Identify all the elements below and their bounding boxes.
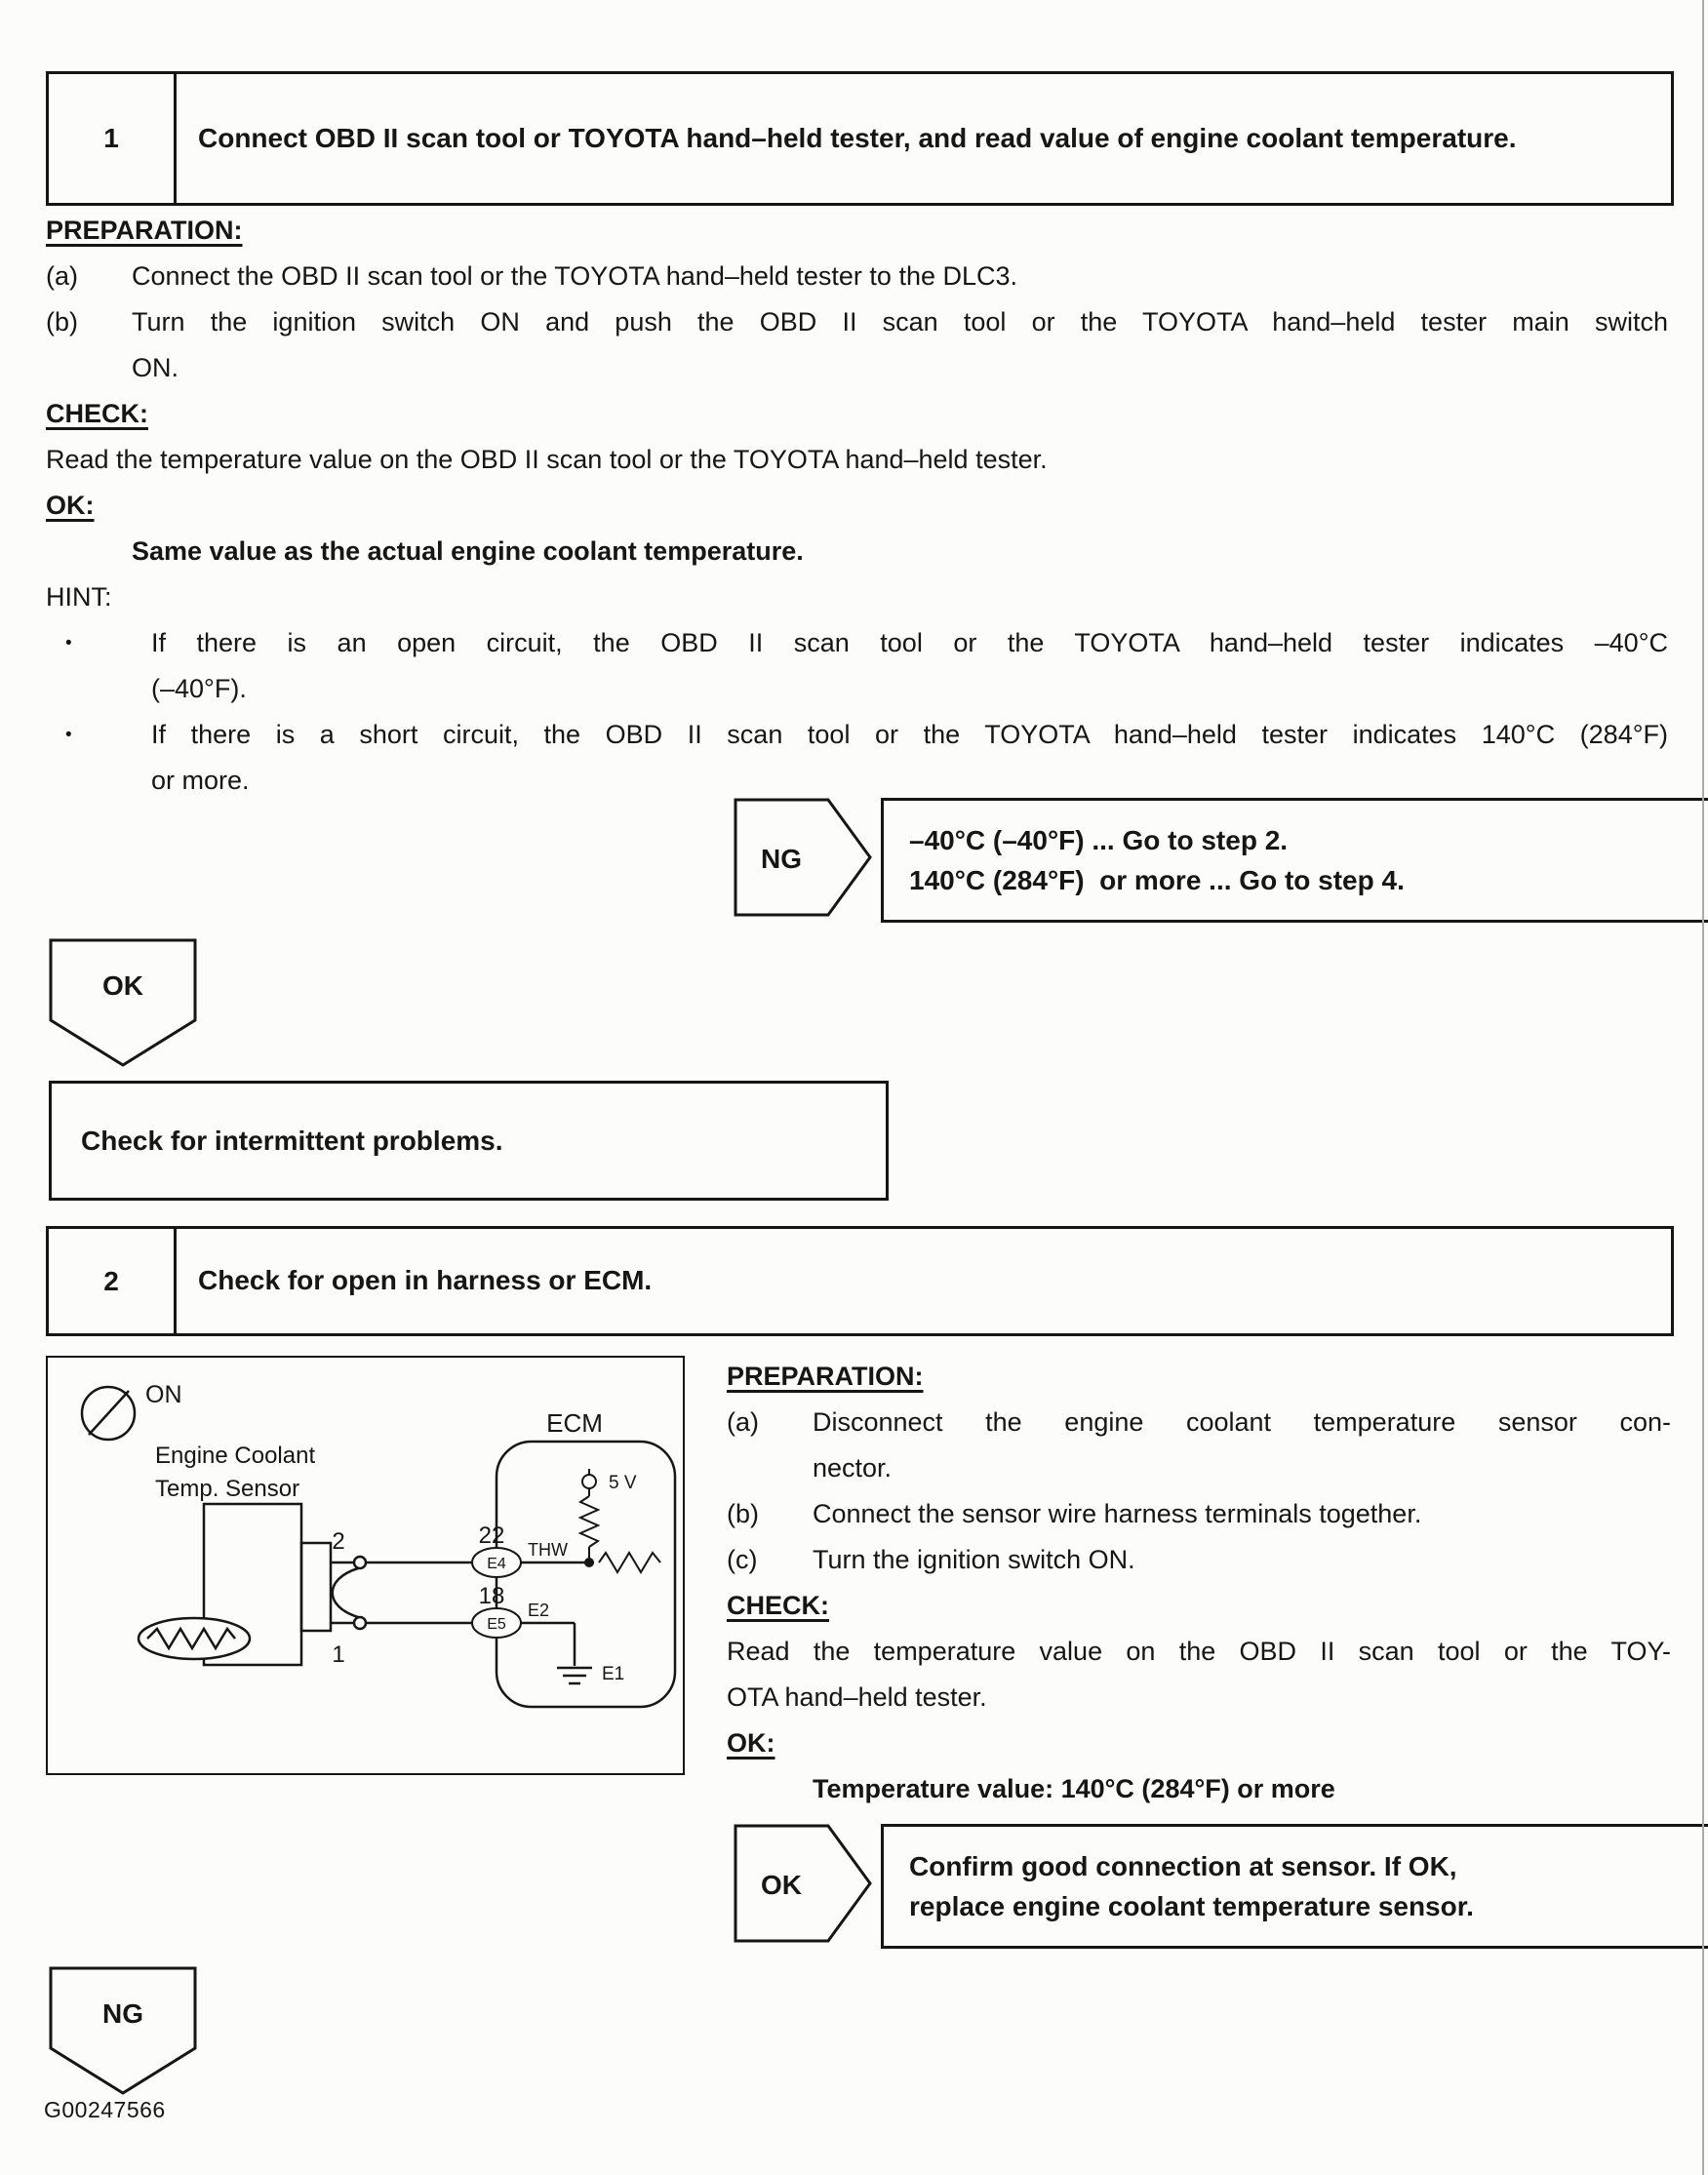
circuit-diagram-box — [46, 1356, 685, 1775]
circuit-diagram — [48, 1358, 679, 1769]
e2-pin-label: E2 — [528, 1601, 550, 1620]
preparation-heading: PREPARATION: — [46, 216, 243, 245]
ng-result-box — [881, 798, 1708, 923]
step-1-title: Connect OBD II scan tool or TOYOTA hand–held tester, and read value of engine coolant temperature. — [198, 122, 1517, 153]
ok-pentagon-shape — [49, 938, 197, 1067]
figure-id: G00247566 — [44, 2097, 166, 2122]
result-line: –40°C (–40°F) ... Go to step 2. — [909, 825, 1289, 855]
coolant-sensor-symbol — [139, 1504, 331, 1665]
ground-pin-label: E1 — [602, 1664, 625, 1684]
supply-voltage-label: 5 V — [609, 1473, 637, 1493]
step-1-header — [46, 71, 1674, 206]
item-text: Connect the sensor wire harness terminals together. — [813, 1499, 1422, 1528]
hint-heading: HINT: — [46, 582, 112, 612]
ok-criteria: Temperature value: 140°C (284°F) or more — [813, 1774, 1335, 1803]
ok-result-box — [881, 1824, 1708, 1949]
ok-criteria: Same value as the actual engine coolant temperature. — [132, 536, 804, 566]
result-line: 140°C (284°F) or more ... Go to step 4. — [909, 865, 1405, 895]
step-2-header — [46, 1226, 1674, 1336]
thw-signal-label: THW — [528, 1540, 568, 1560]
ok-label: OK — [102, 970, 143, 1001]
check-text — [727, 1629, 1671, 1720]
scan-edge-artifact — [1702, 0, 1704, 2175]
text-line: ON. — [132, 353, 179, 382]
ng-connector-step2 — [49, 1966, 197, 2100]
check-heading: CHECK: — [46, 399, 148, 428]
step-1-instructions — [46, 208, 1668, 804]
ng-branch-step1 — [734, 798, 1708, 923]
intermittent-box — [49, 1081, 889, 1201]
terminal-1-label: 1 — [332, 1641, 345, 1668]
hint-item-1 — [46, 620, 1668, 712]
connector-e4-label: E4 — [487, 1556, 506, 1572]
intermittent-text: Check for intermittent problems. — [81, 1125, 503, 1156]
connector-e5-label: E5 — [487, 1616, 506, 1633]
bullet-icon: • — [65, 725, 72, 745]
prep-item-a — [46, 254, 1668, 299]
bullet-icon: • — [65, 633, 72, 653]
prep-item-c — [727, 1537, 1671, 1583]
ground-symbol — [557, 1668, 592, 1683]
item-marker: (c) — [727, 1545, 758, 1574]
text-line: Disconnect the engine coolant temperature sensor con- — [813, 1407, 1671, 1437]
item-text: Connect the OBD II scan tool or the TOYOTA hand–held tester to the DLC3. — [132, 261, 1018, 291]
ng-label: NG — [102, 1998, 143, 2029]
result-line: replace engine coolant temperature sensor. — [909, 1891, 1474, 1921]
wiring — [331, 1557, 594, 1666]
preparation-heading: PREPARATION: — [727, 1362, 924, 1391]
item-text — [151, 620, 1668, 712]
prep-item-b — [46, 299, 1668, 391]
ng-arrow-shape — [734, 798, 872, 917]
item-text — [813, 1400, 1671, 1491]
item-text — [151, 712, 1668, 804]
ignition-state-label: ON — [145, 1381, 182, 1408]
ng-pentagon-shape — [49, 1966, 197, 2095]
text-line: or more. — [151, 766, 250, 795]
sensor-label-line1: Engine Coolant — [155, 1443, 316, 1469]
check-heading: CHECK: — [727, 1591, 829, 1620]
text-line: If there is a short circuit, the OBD II scan tool or the TOYOTA hand–held tester indicates 140°C (284°F) — [151, 720, 1668, 749]
result-line: Confirm good connection at sensor. If OK, — [909, 1851, 1457, 1881]
pin-22-label: 22 — [478, 1522, 505, 1549]
terminal-2-label: 2 — [332, 1528, 345, 1555]
item-text — [132, 299, 1668, 391]
text-line: If there is an open circuit, the OBD II scan tool or the TOYOTA hand–held tester indicates –40°C — [151, 628, 1668, 657]
ok-heading: OK: — [727, 1728, 775, 1758]
text-line: (–40°F). — [151, 674, 247, 703]
step-2-instructions — [727, 1354, 1671, 1812]
ecm-label: ECM — [546, 1408, 603, 1438]
item-marker: (a) — [46, 261, 78, 291]
pin-18-label: 18 — [478, 1583, 505, 1609]
text-line: Read the temperature value on the OBD II scan tool or the TOY- — [727, 1637, 1671, 1666]
prep-item-a — [727, 1400, 1671, 1491]
ng-label: NG — [761, 844, 802, 874]
step-1-number: 1 — [49, 74, 177, 203]
item-marker: (b) — [727, 1499, 759, 1528]
ok-heading: OK: — [46, 491, 95, 520]
item-text: Turn the ignition switch ON. — [813, 1545, 1135, 1574]
ok-label: OK — [761, 1870, 802, 1900]
step-2-title: Check for open in harness or ECM. — [198, 1265, 653, 1296]
hint-item-2 — [46, 712, 1668, 804]
ok-branch-step2 — [734, 1824, 1708, 1949]
prep-item-b — [727, 1491, 1671, 1537]
item-marker: (a) — [727, 1407, 759, 1437]
text-line: nector. — [813, 1453, 893, 1483]
ok-arrow-shape — [734, 1824, 872, 1943]
text-line: OTA hand–held tester. — [727, 1682, 987, 1712]
check-text: Read the temperature value on the OBD II scan tool or the TOYOTA hand–held tester. — [46, 445, 1048, 474]
text-line: Turn the ignition switch ON and push the OBD II scan tool or the TOYOTA hand–held tester main switch — [132, 307, 1668, 336]
ignition-switch-icon — [82, 1387, 135, 1440]
step-2-number: 2 — [49, 1229, 177, 1333]
sensor-label-line2: Temp. Sensor — [155, 1476, 300, 1502]
ok-connector-step1 — [49, 938, 197, 1072]
item-marker: (b) — [46, 307, 78, 336]
